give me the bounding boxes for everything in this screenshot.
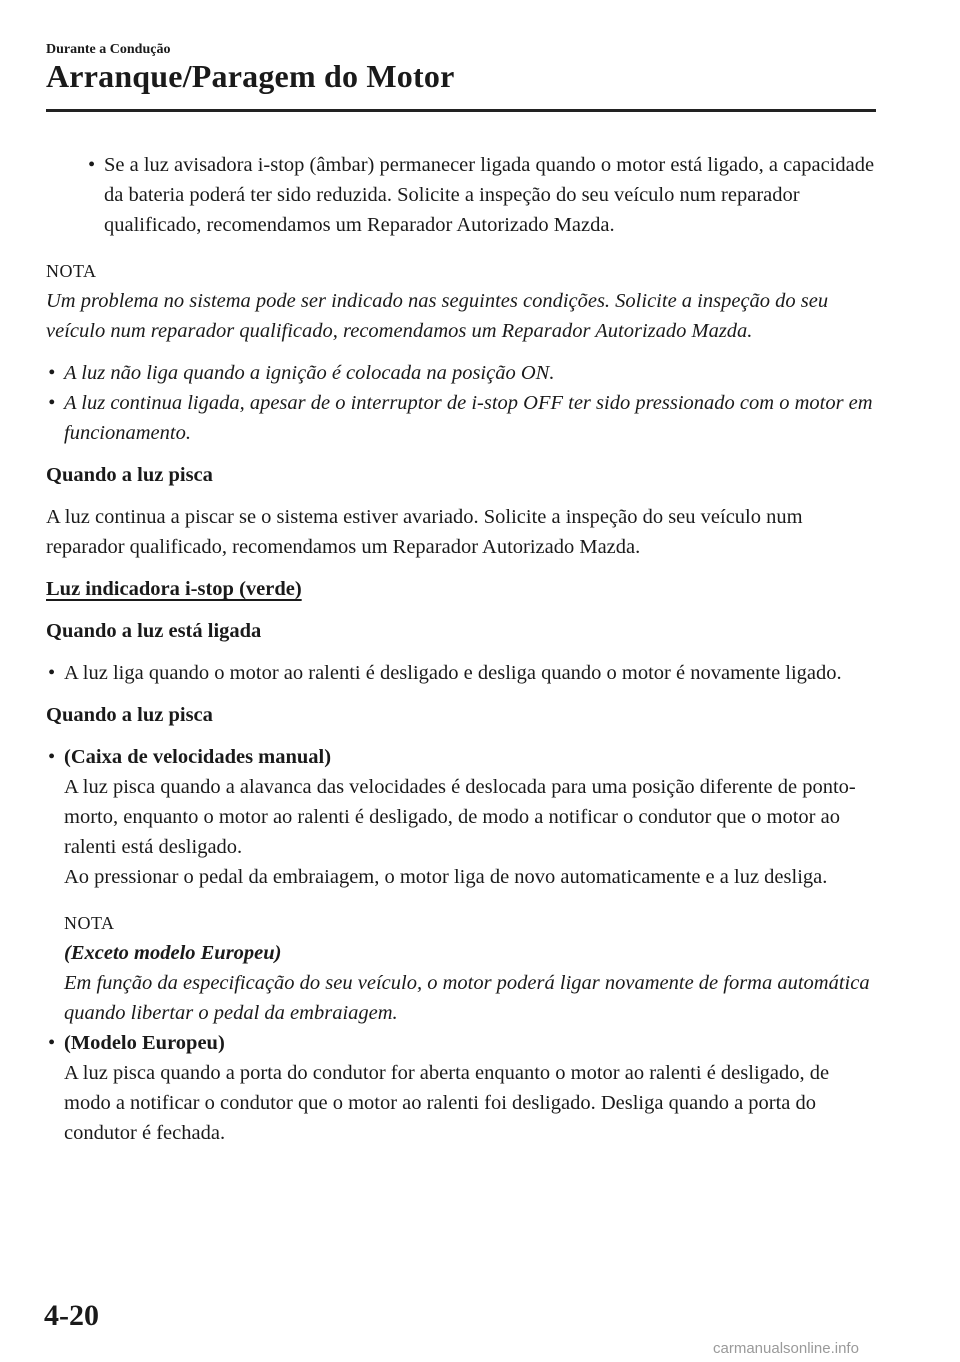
note-item: • A luz não liga quando a ignição é colocada na posição ON. [46, 358, 878, 388]
section-label: Durante a Condução [46, 42, 171, 57]
green-indicator-heading: Luz indicadora i-stop (verde) [46, 578, 302, 600]
manual-transmission-item [46, 742, 878, 1028]
manual-text-1: A luz pisca quando a alavanca das velocidades é deslocada para uma posição diferente de ponto-morto, enquanto o motor ao ralenti é desligado, de modo a notificar o condutor que o motor ao ralenti está desligado. [64, 776, 856, 858]
euro-title: (Modelo Europeu) [64, 1032, 225, 1054]
blink-heading: Quando a luz pisca [46, 464, 213, 486]
bullet-icon: • [48, 662, 56, 684]
bullet-icon: • [48, 362, 56, 384]
note-text: Um problema no sistema pode ser indicado nas seguintes condições. Solicite a inspeção do seu veículo num reparador qualificado, recomendamos um Reparador Autorizado Mazda. [46, 290, 829, 342]
manual-text-2: Ao pressionar o pedal da embraiagem, o motor liga de novo automaticamente e a luz desliga. [64, 866, 828, 888]
amber-warning-bullet: • Se a luz avisadora i-stop (âmbar) permanecer ligada quando o motor está ligado, a capacidade da bateria poderá ter sido reduzida. Solicite a inspeção do seu veículo num reparador qualificado, recomendamos um Reparador Autorizado Mazda. [86, 150, 878, 240]
chapter-title: Arranque/Paragem do Motor [46, 58, 455, 94]
manual-note-sub: (Exceto modelo Europeu) [64, 942, 282, 964]
manual-note-text: Em função da especificação do seu veículo, o motor poderá ligar novamente de forma automática quando libertar o pedal da embraiagem. [64, 972, 870, 1024]
bullet-icon: • [48, 1032, 56, 1054]
bullet-icon: • [48, 392, 56, 414]
blink-text: A luz continua a piscar se o sistema estiver avariado. Solicite a inspeção do seu veículo num reparador qualificado, recomendamos um Reparador Autorizado Mazda. [46, 506, 803, 558]
blink2-heading: Quando a luz pisca [46, 704, 213, 726]
page-content [46, 150, 878, 1148]
header-rule [46, 109, 876, 112]
watermark: carmanualsonline.info [713, 1340, 859, 1357]
light-on-heading: Quando a luz está ligada [46, 620, 262, 642]
bullet-icon: • [48, 746, 56, 768]
note-item: • A luz continua ligada, apesar de o interruptor de i-stop OFF ter sido pressionado com o motor em funcionamento. [46, 388, 878, 448]
bullet-icon: • [88, 154, 96, 176]
light-on-item: • A luz liga quando o motor ao ralenti é desligado e desliga quando o motor é novamente ligado. [46, 658, 878, 688]
note-label: NOTA [46, 261, 97, 281]
european-model-item [46, 1028, 878, 1148]
manual-note-label: NOTA [64, 913, 115, 933]
euro-text: A luz pisca quando a porta do condutor for aberta enquanto o motor ao ralenti é desligado, de modo a notificar o condutor que o motor ao ralenti foi desligado. Desliga quando a porta do condutor é fechada. [64, 1062, 830, 1144]
manual-title: (Caixa de velocidades manual) [64, 746, 332, 768]
page-number: 4-20 [44, 1299, 99, 1332]
